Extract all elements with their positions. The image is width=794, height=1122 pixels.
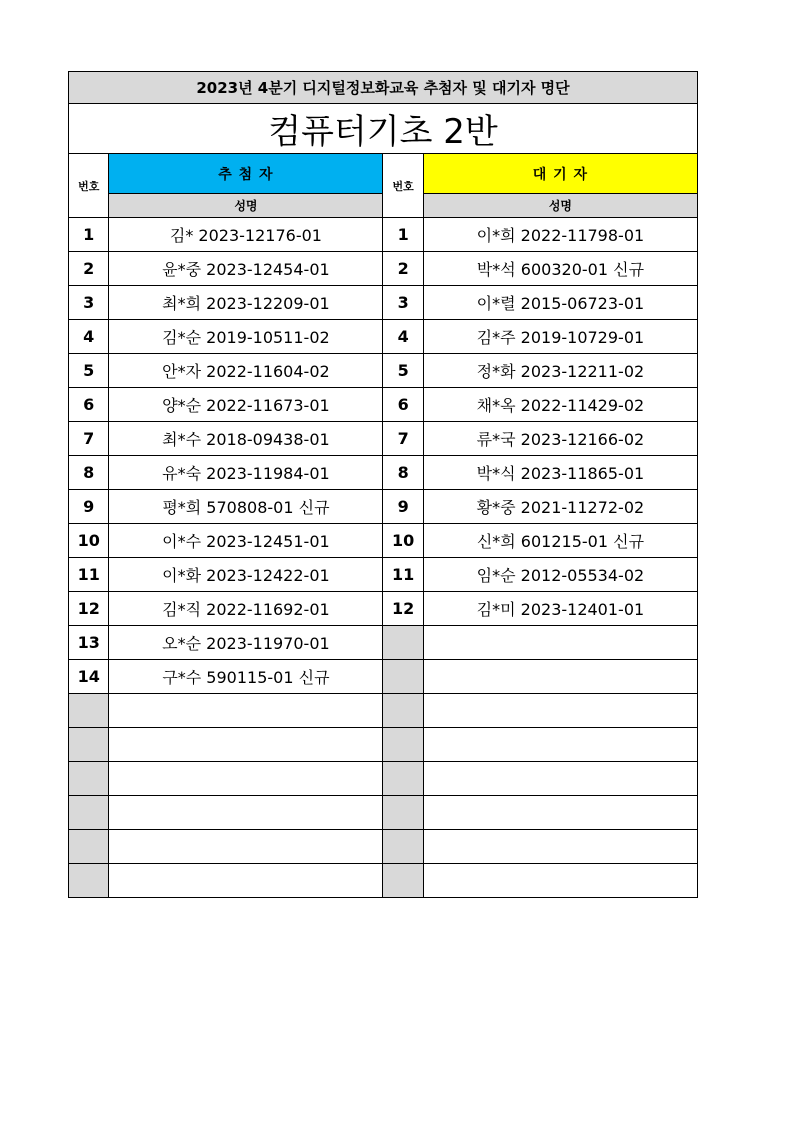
- table-row: [69, 422, 698, 456]
- winner-name-cell: 윤*중 2023-12454-01: [109, 252, 383, 286]
- winner-number-cell: 7: [69, 422, 109, 456]
- waiting-header: 대 기 자: [423, 154, 697, 194]
- waiting-name-cell: [423, 864, 697, 898]
- waiting-number-cell: [383, 762, 423, 796]
- winner-name-cell: [109, 864, 383, 898]
- table-row: [69, 286, 698, 320]
- winners-header: 추 첨 자: [109, 154, 383, 194]
- table-row: [69, 320, 698, 354]
- waiting-number-cell: [383, 660, 423, 694]
- winner-name-cell: 유*숙 2023-11984-01: [109, 456, 383, 490]
- waiting-name-cell: 이*희 2022-11798-01: [423, 218, 697, 252]
- waiting-number-cell: 9: [383, 490, 423, 524]
- table-row: [69, 660, 698, 694]
- winner-number-cell: 1: [69, 218, 109, 252]
- waiting-name-cell: [423, 796, 697, 830]
- table-row: [69, 592, 698, 626]
- waiting-number-cell: [383, 796, 423, 830]
- waiting-number-cell: [383, 830, 423, 864]
- winner-number-cell: 6: [69, 388, 109, 422]
- winner-number-cell: 10: [69, 524, 109, 558]
- winner-number-cell: 3: [69, 286, 109, 320]
- table-row: [69, 796, 698, 830]
- waiting-number-cell: [383, 864, 423, 898]
- winner-name-cell: [109, 762, 383, 796]
- waiting-name-cell: [423, 660, 697, 694]
- table-row: [69, 864, 698, 898]
- waiting-name-cell: [423, 762, 697, 796]
- table-row: [69, 830, 698, 864]
- winner-name-cell: 오*순 2023-11970-01: [109, 626, 383, 660]
- winner-number-cell: 9: [69, 490, 109, 524]
- winner-name-cell: 최*수 2018-09438-01: [109, 422, 383, 456]
- winner-name-cell: 양*순 2022-11673-01: [109, 388, 383, 422]
- waiting-name-cell: 황*중 2021-11272-02: [423, 490, 697, 524]
- winner-number-cell: 14: [69, 660, 109, 694]
- winner-name-cell: 최*희 2023-12209-01: [109, 286, 383, 320]
- class-name: 컴퓨터기초 2반: [69, 104, 698, 154]
- winner-number-cell: 8: [69, 456, 109, 490]
- winner-name-cell: 김*직 2022-11692-01: [109, 592, 383, 626]
- waiting-number-cell: 6: [383, 388, 423, 422]
- table-row: [69, 456, 698, 490]
- table-row: [69, 218, 698, 252]
- winner-name-cell: 김* 2023-12176-01: [109, 218, 383, 252]
- waiting-number-cell: 11: [383, 558, 423, 592]
- waiting-number-cell: 3: [383, 286, 423, 320]
- waiting-name-cell: 박*식 2023-11865-01: [423, 456, 697, 490]
- winner-number-cell: [69, 796, 109, 830]
- winner-name-cell: 이*화 2023-12422-01: [109, 558, 383, 592]
- waiting-number-cell: 1: [383, 218, 423, 252]
- table-row: [69, 524, 698, 558]
- winner-name-cell: 이*수 2023-12451-01: [109, 524, 383, 558]
- waiting-name-header: 성명: [423, 194, 697, 218]
- table-row: [69, 490, 698, 524]
- winner-name-cell: [109, 728, 383, 762]
- table-row: [69, 558, 698, 592]
- table-row: [69, 626, 698, 660]
- table-row: [69, 252, 698, 286]
- waiting-number-cell: [383, 626, 423, 660]
- winner-name-cell: [109, 830, 383, 864]
- winner-name-cell: 구*수 590115-01 신규: [109, 660, 383, 694]
- waiting-name-cell: [423, 830, 697, 864]
- waiting-name-cell: [423, 626, 697, 660]
- waiting-number-cell: [383, 728, 423, 762]
- winners-number-header: 번호: [69, 154, 109, 218]
- winners-name-header: 성명: [109, 194, 383, 218]
- sheet-title: 2023년 4분기 디지털정보화교육 추첨자 및 대기자 명단: [69, 72, 698, 104]
- winner-number-cell: 13: [69, 626, 109, 660]
- winner-number-cell: 4: [69, 320, 109, 354]
- waiting-name-cell: [423, 694, 697, 728]
- winner-name-cell: 평*희 570808-01 신규: [109, 490, 383, 524]
- waiting-number-cell: 8: [383, 456, 423, 490]
- winner-number-cell: 12: [69, 592, 109, 626]
- waiting-number-header: 번호: [383, 154, 423, 218]
- winner-number-cell: [69, 830, 109, 864]
- waiting-name-cell: 임*순 2012-05534-02: [423, 558, 697, 592]
- winner-number-cell: [69, 864, 109, 898]
- waiting-name-cell: 류*국 2023-12166-02: [423, 422, 697, 456]
- table-row: [69, 694, 698, 728]
- waiting-name-cell: [423, 728, 697, 762]
- waiting-name-cell: 김*주 2019-10729-01: [423, 320, 697, 354]
- waiting-number-cell: 10: [383, 524, 423, 558]
- waiting-name-cell: 채*옥 2022-11429-02: [423, 388, 697, 422]
- winner-name-cell: [109, 694, 383, 728]
- winner-number-cell: [69, 762, 109, 796]
- winner-number-cell: [69, 694, 109, 728]
- waiting-number-cell: 7: [383, 422, 423, 456]
- waiting-name-cell: 김*미 2023-12401-01: [423, 592, 697, 626]
- table-row: [69, 728, 698, 762]
- waiting-number-cell: 4: [383, 320, 423, 354]
- table-row: [69, 762, 698, 796]
- table-row: [69, 388, 698, 422]
- waiting-name-cell: 신*희 601215-01 신규: [423, 524, 697, 558]
- winner-name-cell: 안*자 2022-11604-02: [109, 354, 383, 388]
- winner-name-cell: [109, 796, 383, 830]
- waiting-number-cell: [383, 694, 423, 728]
- waiting-number-cell: 5: [383, 354, 423, 388]
- waiting-name-cell: 이*렬 2015-06723-01: [423, 286, 697, 320]
- waiting-name-cell: 정*화 2023-12211-02: [423, 354, 697, 388]
- waiting-number-cell: 12: [383, 592, 423, 626]
- winner-number-cell: 2: [69, 252, 109, 286]
- roster-table: [68, 71, 698, 898]
- winner-number-cell: 5: [69, 354, 109, 388]
- waiting-number-cell: 2: [383, 252, 423, 286]
- winner-number-cell: 11: [69, 558, 109, 592]
- table-row: [69, 354, 698, 388]
- winner-number-cell: [69, 728, 109, 762]
- winner-name-cell: 김*순 2019-10511-02: [109, 320, 383, 354]
- waiting-name-cell: 박*석 600320-01 신규: [423, 252, 697, 286]
